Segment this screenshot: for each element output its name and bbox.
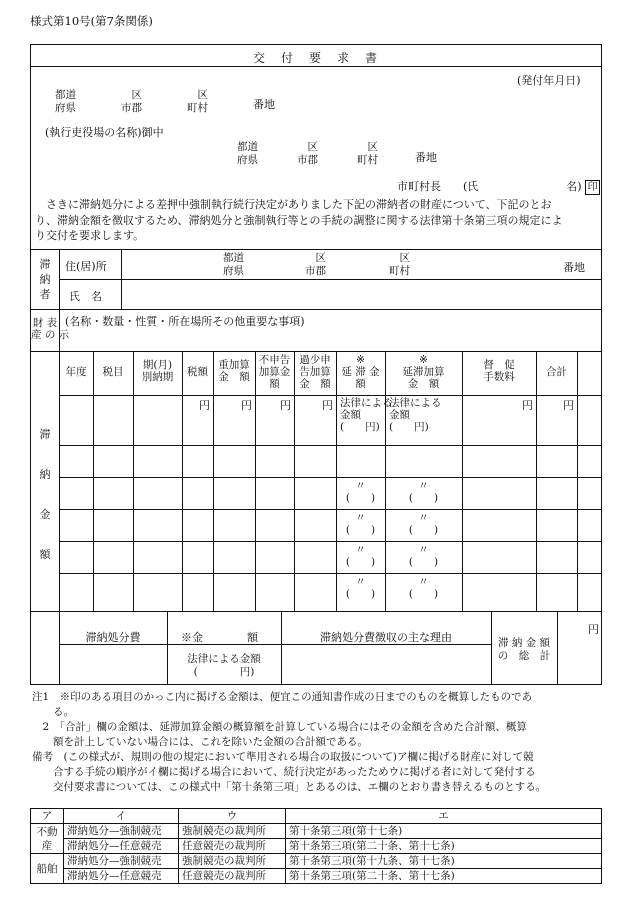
table-row: 滞納処分—任意競売 任意競売の裁判所 第十条第三項(第二十条、第十七条)	[31, 869, 602, 884]
yen-unit: 円	[522, 399, 533, 412]
amount-header: 督 促 手数料	[483, 359, 515, 383]
fee-amount-label: ※金 額	[181, 631, 258, 644]
col-u-header: ウ	[179, 809, 286, 824]
request-form-frame	[30, 44, 602, 685]
legal-amount-cell: 法律による 金額 ( 円)	[340, 397, 393, 433]
row-group-real-estate: 不動 産	[31, 824, 64, 854]
taxpayer-town: 区 町村	[389, 252, 410, 277]
amount-header: 過少申 告加算 金 額	[299, 354, 331, 390]
taxpayer-prefecture: 都道 府県	[223, 252, 244, 277]
taxpayer-banchi: 番地	[563, 261, 585, 274]
request-body: さきに滞納処分による差押中強制執行続行決定がありました下記の滞納者の財産について、下記のとお り、滞納金額を徴収するため、滞納処分と強制執行等との手続の調整に関する法律第十条第三項の規定によ り交付を要求します。	[35, 198, 563, 242]
ditto-cell: 〃 ( )	[408, 480, 439, 504]
taxpayer-city: 区 市郡	[305, 252, 326, 277]
yen-unit: 円	[563, 399, 574, 412]
from-town-label: 区 町村	[357, 141, 378, 166]
amount-header: 期(月) 別納期	[141, 359, 174, 383]
seal-icon: 印	[585, 180, 600, 195]
ditto-cell: 〃 ( )	[345, 480, 376, 504]
fee-label: 滞納処分費	[85, 631, 141, 644]
yen-unit: 円	[241, 399, 252, 412]
property-side-label: 財 表 産 の 示	[31, 317, 70, 341]
to-prefecture-label: 都道 府県	[55, 89, 76, 114]
total-amount-label: 滞 納 金 額 の 総 計	[497, 637, 551, 662]
form-number-label: 様式第10号(第7条関係)	[30, 14, 153, 28]
ditto-cell: 〃 ( )	[345, 544, 376, 568]
substitution-table	[30, 808, 602, 884]
taxpayer-name-label: 氏 名	[69, 290, 102, 303]
recipient-name: (執行吏役場の名称)御中	[45, 126, 164, 139]
signer-line: 市町村長 (氏 名) 印	[397, 178, 600, 195]
col-e-header: エ	[286, 809, 602, 824]
ditto-cell: 〃 ( )	[408, 512, 439, 536]
ditto-cell: 〃 ( )	[408, 576, 439, 600]
notes-section: 注1 ※印のある項目のかっこ内に掲げる金額は、便宜この通知書作成の日までのものを概算したものであ る。 2 「合計」欄の金額は、延滞加算金額の概算額を計算している場合にはその金額を含めた合計額、概算 額を計上していない場合には、これを除いた金額の合計額である。 備考 (この様式が、規則の他の規定において準用される場合の取扱について)ア欄に掲げる財産に対して競 合する手続の順序がイ欄に掲げる場合において、続行決定があったためウに掲げる者に対して発付する 交付要求書については、この様式中「第十条第三項」とあるのは、エ欄のとおり書き替えるものとする。	[32, 691, 547, 793]
taxpayer-address-label: 住(居)所	[65, 260, 107, 273]
col-i-header: イ	[64, 809, 179, 824]
amounts-side-label: 滞 納 金 額	[39, 428, 51, 561]
ditto-cell: 〃 ( )	[345, 576, 376, 600]
amount-header: ※ 延滞加算 金 額	[402, 354, 445, 390]
to-banchi-label: 番地	[253, 98, 275, 111]
yen-unit: 円	[199, 399, 210, 412]
property-description-label: (名称・数量・性質・所在場所その他重要な事項)	[65, 315, 305, 328]
amount-header: 税目	[102, 366, 124, 378]
from-city-label: 区 市郡	[297, 141, 318, 166]
to-city-label: 区 市郡	[121, 89, 142, 114]
legal-amount-cell: 法律による 金額 ( 円)	[389, 397, 442, 433]
form-title: 交 付 要 求 書	[252, 51, 379, 65]
from-prefecture-label: 都道 府県	[237, 141, 258, 166]
total-amount-yen: 円	[588, 623, 599, 636]
col-a-header: ア	[31, 809, 64, 824]
amount-header: 税額	[187, 366, 208, 378]
issue-date: (発付年月日)	[517, 74, 581, 87]
amount-header: 不申告 加算金 額	[258, 354, 291, 390]
from-banchi-label: 番地	[415, 151, 437, 164]
yen-unit: 円	[322, 399, 333, 412]
amount-header: 合計	[546, 366, 567, 378]
fee-legal-amount: 法律による金額 ( 円)	[187, 653, 261, 678]
table-row: 不動 産 滞納処分—強制競売 強制競売の裁判所 第十条第三項(第十七条)	[31, 824, 602, 839]
row-group-ship: 船舶	[31, 854, 64, 884]
amount-header: ※ 延 滞 金 額	[341, 354, 380, 390]
ditto-cell: 〃 ( )	[408, 544, 439, 568]
table-row: 滞納処分—任意競売 任意競売の裁判所 第十条第三項(第二十条、第十七条)	[31, 839, 602, 854]
taxpayer-side-label: 滞 納 者	[39, 258, 51, 301]
table-row: 船舶 滞納処分—強制競売 強制競売の裁判所 第十条第三項(第十九条、第十七条)	[31, 854, 602, 869]
yen-unit: 円	[280, 399, 291, 412]
fee-reason-label: 滞納処分費徴収の主な理由	[320, 631, 452, 644]
amount-header: 重加算 金 額	[218, 359, 250, 383]
ditto-cell: 〃 ( )	[345, 512, 376, 536]
amount-header: 年度	[65, 366, 87, 378]
to-town-label: 区 町村	[187, 89, 208, 114]
